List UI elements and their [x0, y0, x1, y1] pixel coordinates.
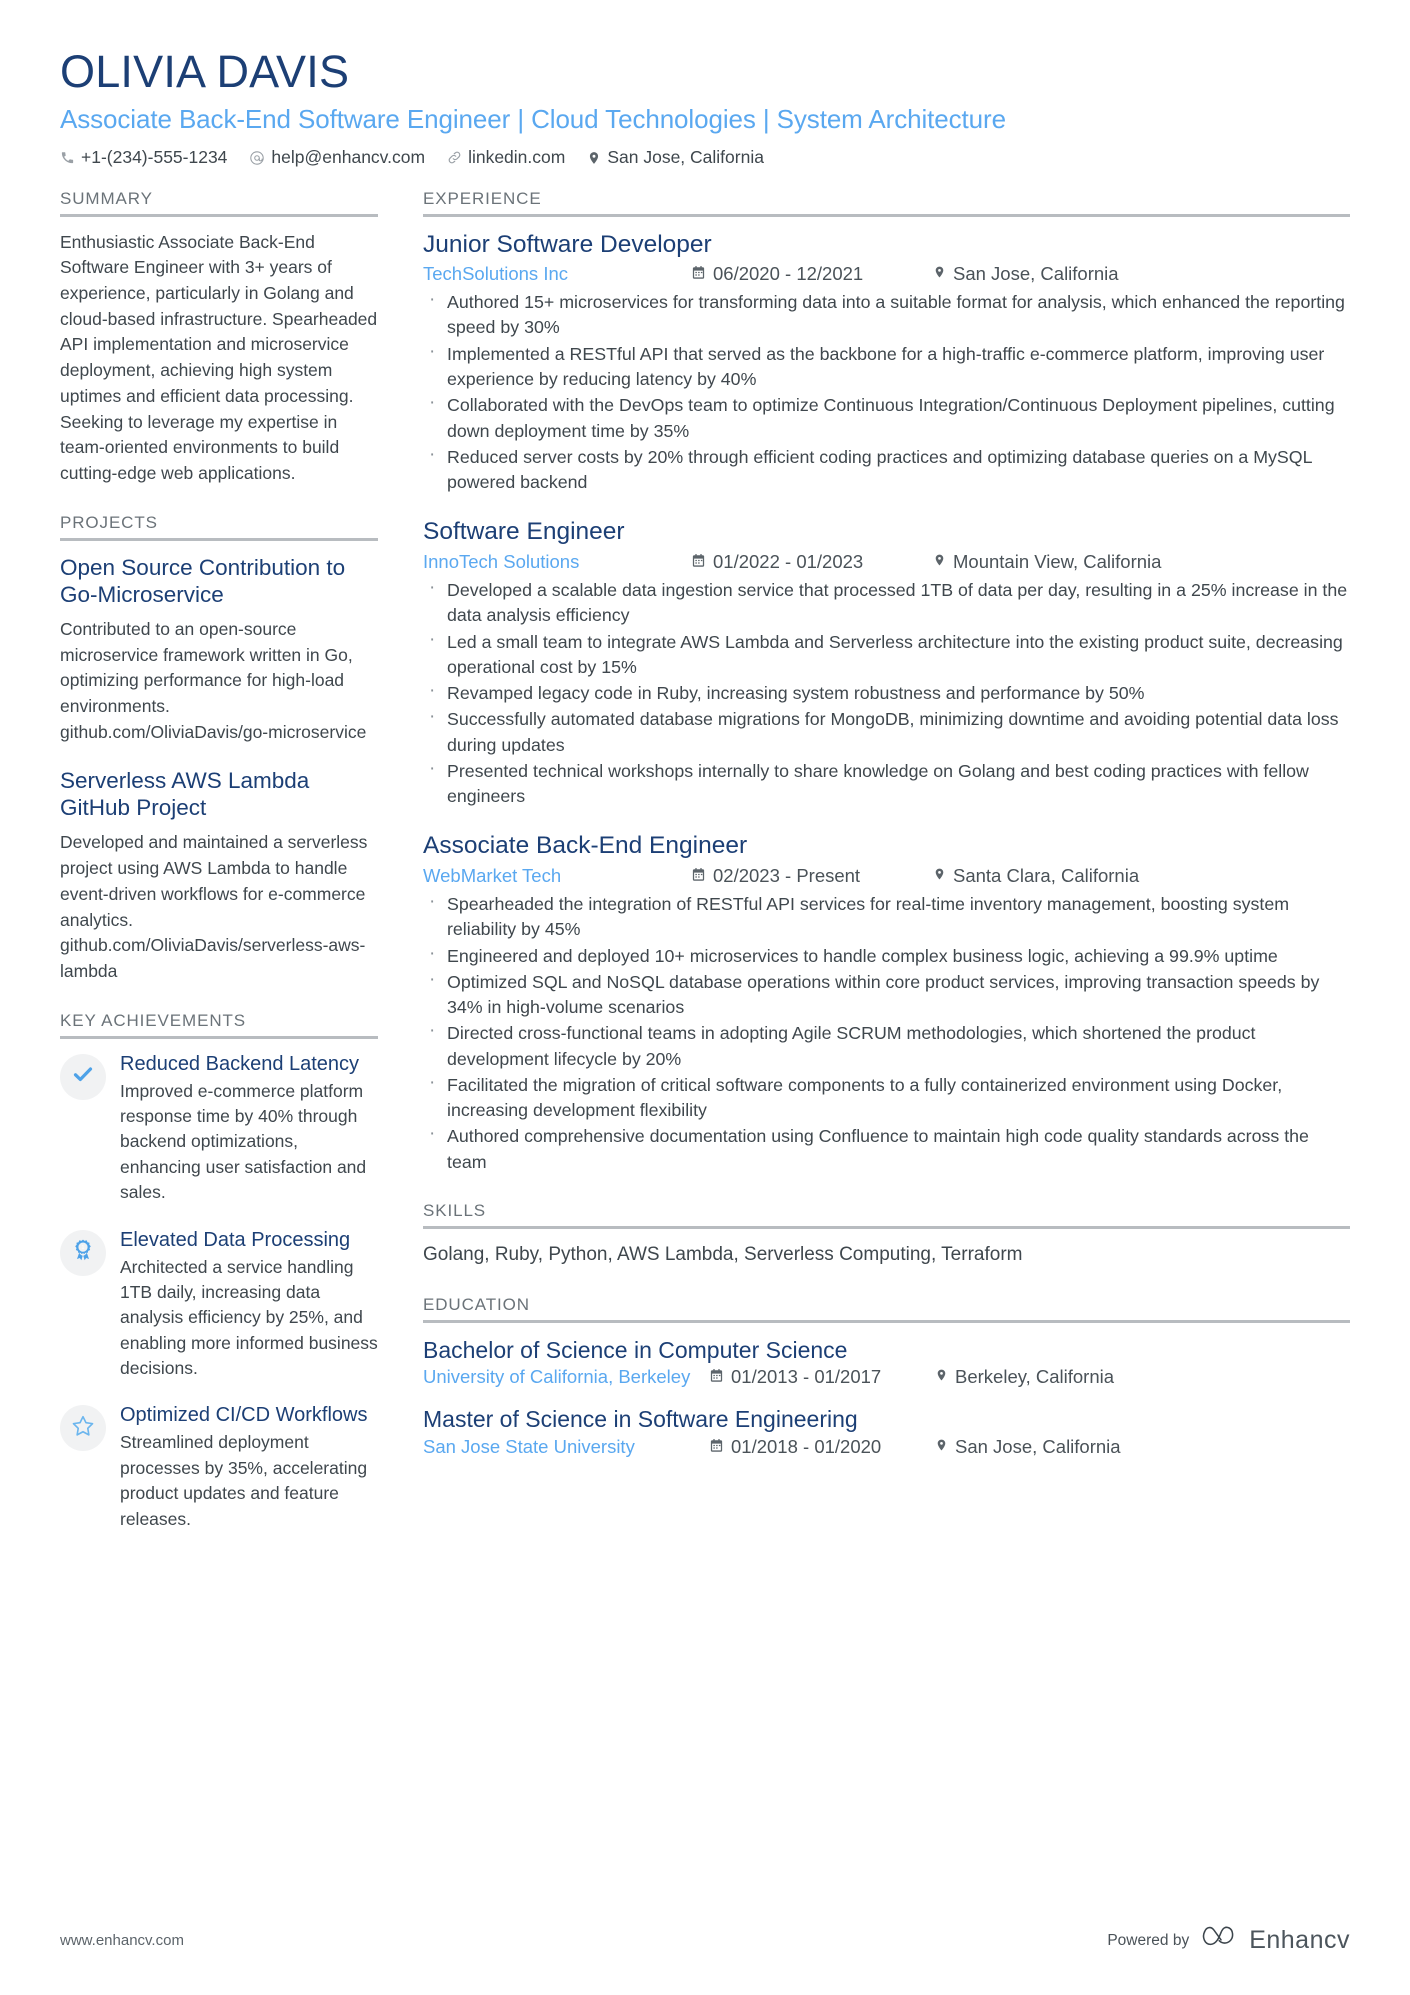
- education-location-text: San Jose, California: [955, 1436, 1121, 1457]
- phone-icon: [60, 150, 75, 165]
- page-footer: [60, 1924, 1350, 1957]
- job-location: [933, 263, 1119, 285]
- svg-text:1: 1: [81, 1245, 85, 1252]
- section-divider: [423, 1320, 1350, 1323]
- achievement-icon-badge: [60, 1405, 106, 1451]
- job-bullet: · Successfully automated database migrations for MongoDB, minimizing downtime and avoiding potential data loss during updates: [423, 707, 1350, 758]
- job-company[interactable]: InnoTech Solutions: [423, 550, 580, 572]
- achievement-title: Optimized CI/CD Workflows: [120, 1404, 368, 1427]
- education-date: [709, 1436, 935, 1458]
- contact-email-text: help@enhancv.com: [271, 147, 426, 168]
- job-company[interactable]: TechSolutions Inc: [423, 263, 569, 285]
- brand-lockup: [1201, 1924, 1350, 1957]
- job-bullet: · Authored 15+ microservices for transforming data into a suitable format for analysis, which enhanced the reporting speed by 30%: [423, 290, 1350, 341]
- job-bullet: · Presented technical workshops internally to share knowledge on Golang and best coding practices with fellow engineers: [423, 759, 1350, 810]
- resume-body: [60, 189, 1350, 1558]
- achievement-description: Architected a service handling 1TB daily, increasing data analysis efficiency by 25%, and enabling more informed business decisions.: [120, 1256, 378, 1379]
- education-item: [423, 1405, 1350, 1458]
- job-meta: [423, 865, 1350, 887]
- achievement-item: [60, 1228, 378, 1382]
- experience-item: [423, 517, 1350, 809]
- contact-linkedin-text: linkedin.com: [468, 147, 566, 168]
- education-heading: EDUCATION: [423, 1294, 530, 1314]
- job-title: Associate Back-End Engineer: [423, 832, 748, 860]
- section-key-achievements: [60, 1011, 378, 1532]
- achievement-body: [120, 1052, 378, 1206]
- powered-by-label: Powered by: [1107, 1931, 1190, 1949]
- achievement-item: [60, 1403, 378, 1532]
- project-item: [60, 554, 378, 746]
- contact-bar: [60, 149, 1350, 167]
- section-projects: [60, 513, 378, 985]
- job-location-text: San Jose, California: [953, 263, 1119, 285]
- education-date-text: 01/2013 - 01/2017: [731, 1366, 882, 1388]
- experience-item: [423, 230, 1350, 496]
- job-bullets: [423, 290, 1350, 495]
- job-location-text: Santa Clara, California: [953, 864, 1140, 886]
- job-company[interactable]: WebMarket Tech: [423, 864, 562, 886]
- achievement-icon-badge: [60, 1230, 106, 1276]
- job-meta: [423, 263, 1350, 285]
- calendar-icon: [691, 865, 706, 887]
- section-divider: [60, 1036, 378, 1039]
- education-meta: [423, 1366, 1350, 1388]
- job-date-text: 01/2022 - 01/2023: [713, 550, 864, 572]
- brand-name: Enhancv: [1249, 1926, 1350, 1954]
- check-icon: [71, 1062, 95, 1091]
- education-location: [935, 1366, 1114, 1388]
- contact-linkedin[interactable]: [447, 149, 565, 167]
- experience-heading: EXPERIENCE: [423, 188, 542, 208]
- section-divider: [423, 1226, 1350, 1229]
- section-skills: [423, 1201, 1350, 1269]
- project-description: Contributed to an open-source microservice framework written in Go, optimizing performance for high-load environments. github.com/OliviaDavis/go-microservice: [60, 618, 367, 742]
- job-bullet: · Authored comprehensive documentation using Confluence to maintain high code quality standards across the team: [423, 1124, 1350, 1175]
- job-date: [691, 263, 933, 285]
- job-location: [933, 551, 1161, 573]
- calendar-icon: [709, 1366, 724, 1388]
- contact-email[interactable]: [249, 149, 425, 167]
- project-title: Serverless AWS Lambda GitHub Project: [60, 768, 310, 821]
- enhancv-logo-icon: [1201, 1924, 1241, 1957]
- section-divider: [60, 538, 378, 541]
- section-divider: [423, 214, 1350, 217]
- resume-header: [60, 48, 1350, 167]
- achievement-icon-badge: [60, 1054, 106, 1100]
- achievement-item: [60, 1052, 378, 1206]
- location-pin-icon: [935, 1436, 948, 1458]
- calendar-icon: [691, 551, 706, 573]
- job-date-text: 02/2023 - Present: [713, 864, 861, 886]
- job-bullets: [423, 578, 1350, 809]
- location-pin-icon: [933, 865, 946, 887]
- achievement-body: [120, 1228, 378, 1382]
- footer-url[interactable]: www.enhancv.com: [60, 1932, 184, 1949]
- email-icon: [249, 150, 265, 166]
- location-pin-icon: [933, 551, 946, 573]
- education-meta: [423, 1436, 1350, 1458]
- job-bullet: · Spearheaded the integration of RESTful API services for real-time inventory management, boosting system reliability by 45%: [423, 892, 1350, 943]
- right-column: [423, 189, 1350, 1484]
- project-item: [60, 767, 378, 984]
- job-bullet: · Revamped legacy code in Ruby, increasing system robustness and performance by 50%: [423, 681, 1350, 706]
- job-bullet: · Led a small team to integrate AWS Lambda and Serverless architecture into the existing product suite, decreasing operational cost by 15%: [423, 630, 1350, 681]
- education-item: [423, 1336, 1350, 1389]
- section-education: [423, 1295, 1350, 1459]
- job-location-text: Mountain View, California: [953, 550, 1162, 572]
- job-bullet: · Developed a scalable data ingestion service that processed 1TB of data per day, resulting in a 25% increase in the data analysis efficiency: [423, 578, 1350, 629]
- job-date: [691, 551, 933, 573]
- summary-text: Enthusiastic Associate Back-End Software Engineer with 3+ years of experience, particularly in Golang and cloud-based infrastructure. Spearheaded API implementation and microservice deployment, achieving high system uptimes and efficient data processing. Seeking to leverage my expertise in team-oriented environments to build cutting-edge web applications.: [60, 231, 378, 484]
- section-summary: [60, 189, 378, 487]
- job-bullet: · Facilitated the migration of critical software components to a fully containerized environment using Docker, increasing development flexibility: [423, 1073, 1350, 1124]
- achievement-title: Elevated Data Processing: [120, 1228, 351, 1251]
- location-pin-icon: [933, 263, 946, 285]
- summary-heading: SUMMARY: [60, 188, 153, 208]
- page-title: OLIVIA DAVIS: [60, 46, 350, 97]
- education-school[interactable]: San Jose State University: [423, 1436, 635, 1457]
- link-icon: [447, 150, 462, 165]
- achievement-body: [120, 1403, 378, 1532]
- contact-location-text: San Jose, California: [607, 147, 764, 168]
- achievement-description: Improved e-commerce platform response time by 40% through backend optimizations, enhancing user satisfaction and sales.: [120, 1080, 367, 1203]
- job-title: Junior Software Developer: [423, 230, 712, 258]
- contact-phone-text: +1-(234)-555-1234: [81, 147, 228, 168]
- job-bullet: · Directed cross-functional teams in adopting Agile SCRUM methodologies, which shortened the product development lifecycle by 20%: [423, 1021, 1350, 1072]
- job-bullets: [423, 892, 1350, 1175]
- job-title: Software Engineer: [423, 518, 625, 546]
- education-location: [935, 1436, 1121, 1458]
- section-experience: [423, 189, 1350, 1175]
- experience-item: [423, 831, 1350, 1175]
- skills-list: Golang, Ruby, Python, AWS Lambda, Serverless Computing, Terraform: [423, 1243, 1023, 1265]
- job-bullet: · Engineered and deployed 10+ microservices to handle complex business logic, achieving a 99.9% uptime: [423, 944, 1350, 969]
- location-pin-icon: [587, 150, 601, 166]
- job-bullet: · Collaborated with the DevOps team to optimize Continuous Integration/Continuous Deployment pipelines, cutting down deployment time by 35%: [423, 393, 1350, 444]
- location-pin-icon: [935, 1366, 948, 1388]
- project-title: Open Source Contribution to Go-Microservice: [60, 554, 346, 607]
- achievement-description: Streamlined deployment processes by 35%, accelerating product updates and feature releases.: [120, 1432, 368, 1529]
- job-date: [691, 865, 933, 887]
- education-degree: Bachelor of Science in Computer Science: [423, 1336, 848, 1363]
- contact-phone[interactable]: [60, 149, 227, 167]
- skills-heading: SKILLS: [423, 1200, 487, 1220]
- job-date-text: 06/2020 - 12/2021: [713, 263, 864, 285]
- job-meta: [423, 551, 1350, 573]
- education-school[interactable]: University of California, Berkeley: [423, 1366, 691, 1388]
- star-icon: [70, 1413, 96, 1444]
- job-location: [933, 865, 1139, 887]
- award-ribbon-icon: [71, 1238, 95, 1267]
- achievement-title: Reduced Backend Latency: [120, 1052, 360, 1075]
- education-location-text: Berkeley, California: [955, 1366, 1115, 1388]
- calendar-icon: [709, 1436, 724, 1458]
- education-degree: Master of Science in Software Engineering: [423, 1406, 858, 1433]
- contact-location: [587, 149, 764, 167]
- left-column: [60, 189, 378, 1558]
- job-bullet: · Implemented a RESTful API that served as the backbone for a high-traffic e-commerce platform, improving user experience by reducing latency by 40%: [423, 342, 1350, 393]
- education-date: [709, 1366, 935, 1388]
- job-bullet: · Reduced server costs by 20% through efficient coding practices and optimizing database queries on a MySQL powered backend: [423, 445, 1350, 496]
- header-subtitle: Associate Back-End Software Engineer | Cloud Technologies | System Architecture: [60, 103, 1006, 134]
- footer-brand-area: [1107, 1924, 1350, 1957]
- job-bullet: · Optimized SQL and NoSQL database operations within core product services, improving transaction speeds by 34% in high-volume scenarios: [423, 970, 1350, 1021]
- key-achievements-heading: KEY ACHIEVEMENTS: [60, 1010, 247, 1030]
- project-description: Developed and maintained a serverless project using AWS Lambda to handle event-driven workflows for e-commerce analytics. github.com/OliviaDavis/serverless-aws-lambda: [60, 832, 368, 981]
- projects-heading: PROJECTS: [60, 512, 158, 532]
- section-divider: [60, 214, 378, 217]
- calendar-icon: [691, 263, 706, 285]
- education-date-text: 01/2018 - 01/2020: [731, 1436, 882, 1457]
